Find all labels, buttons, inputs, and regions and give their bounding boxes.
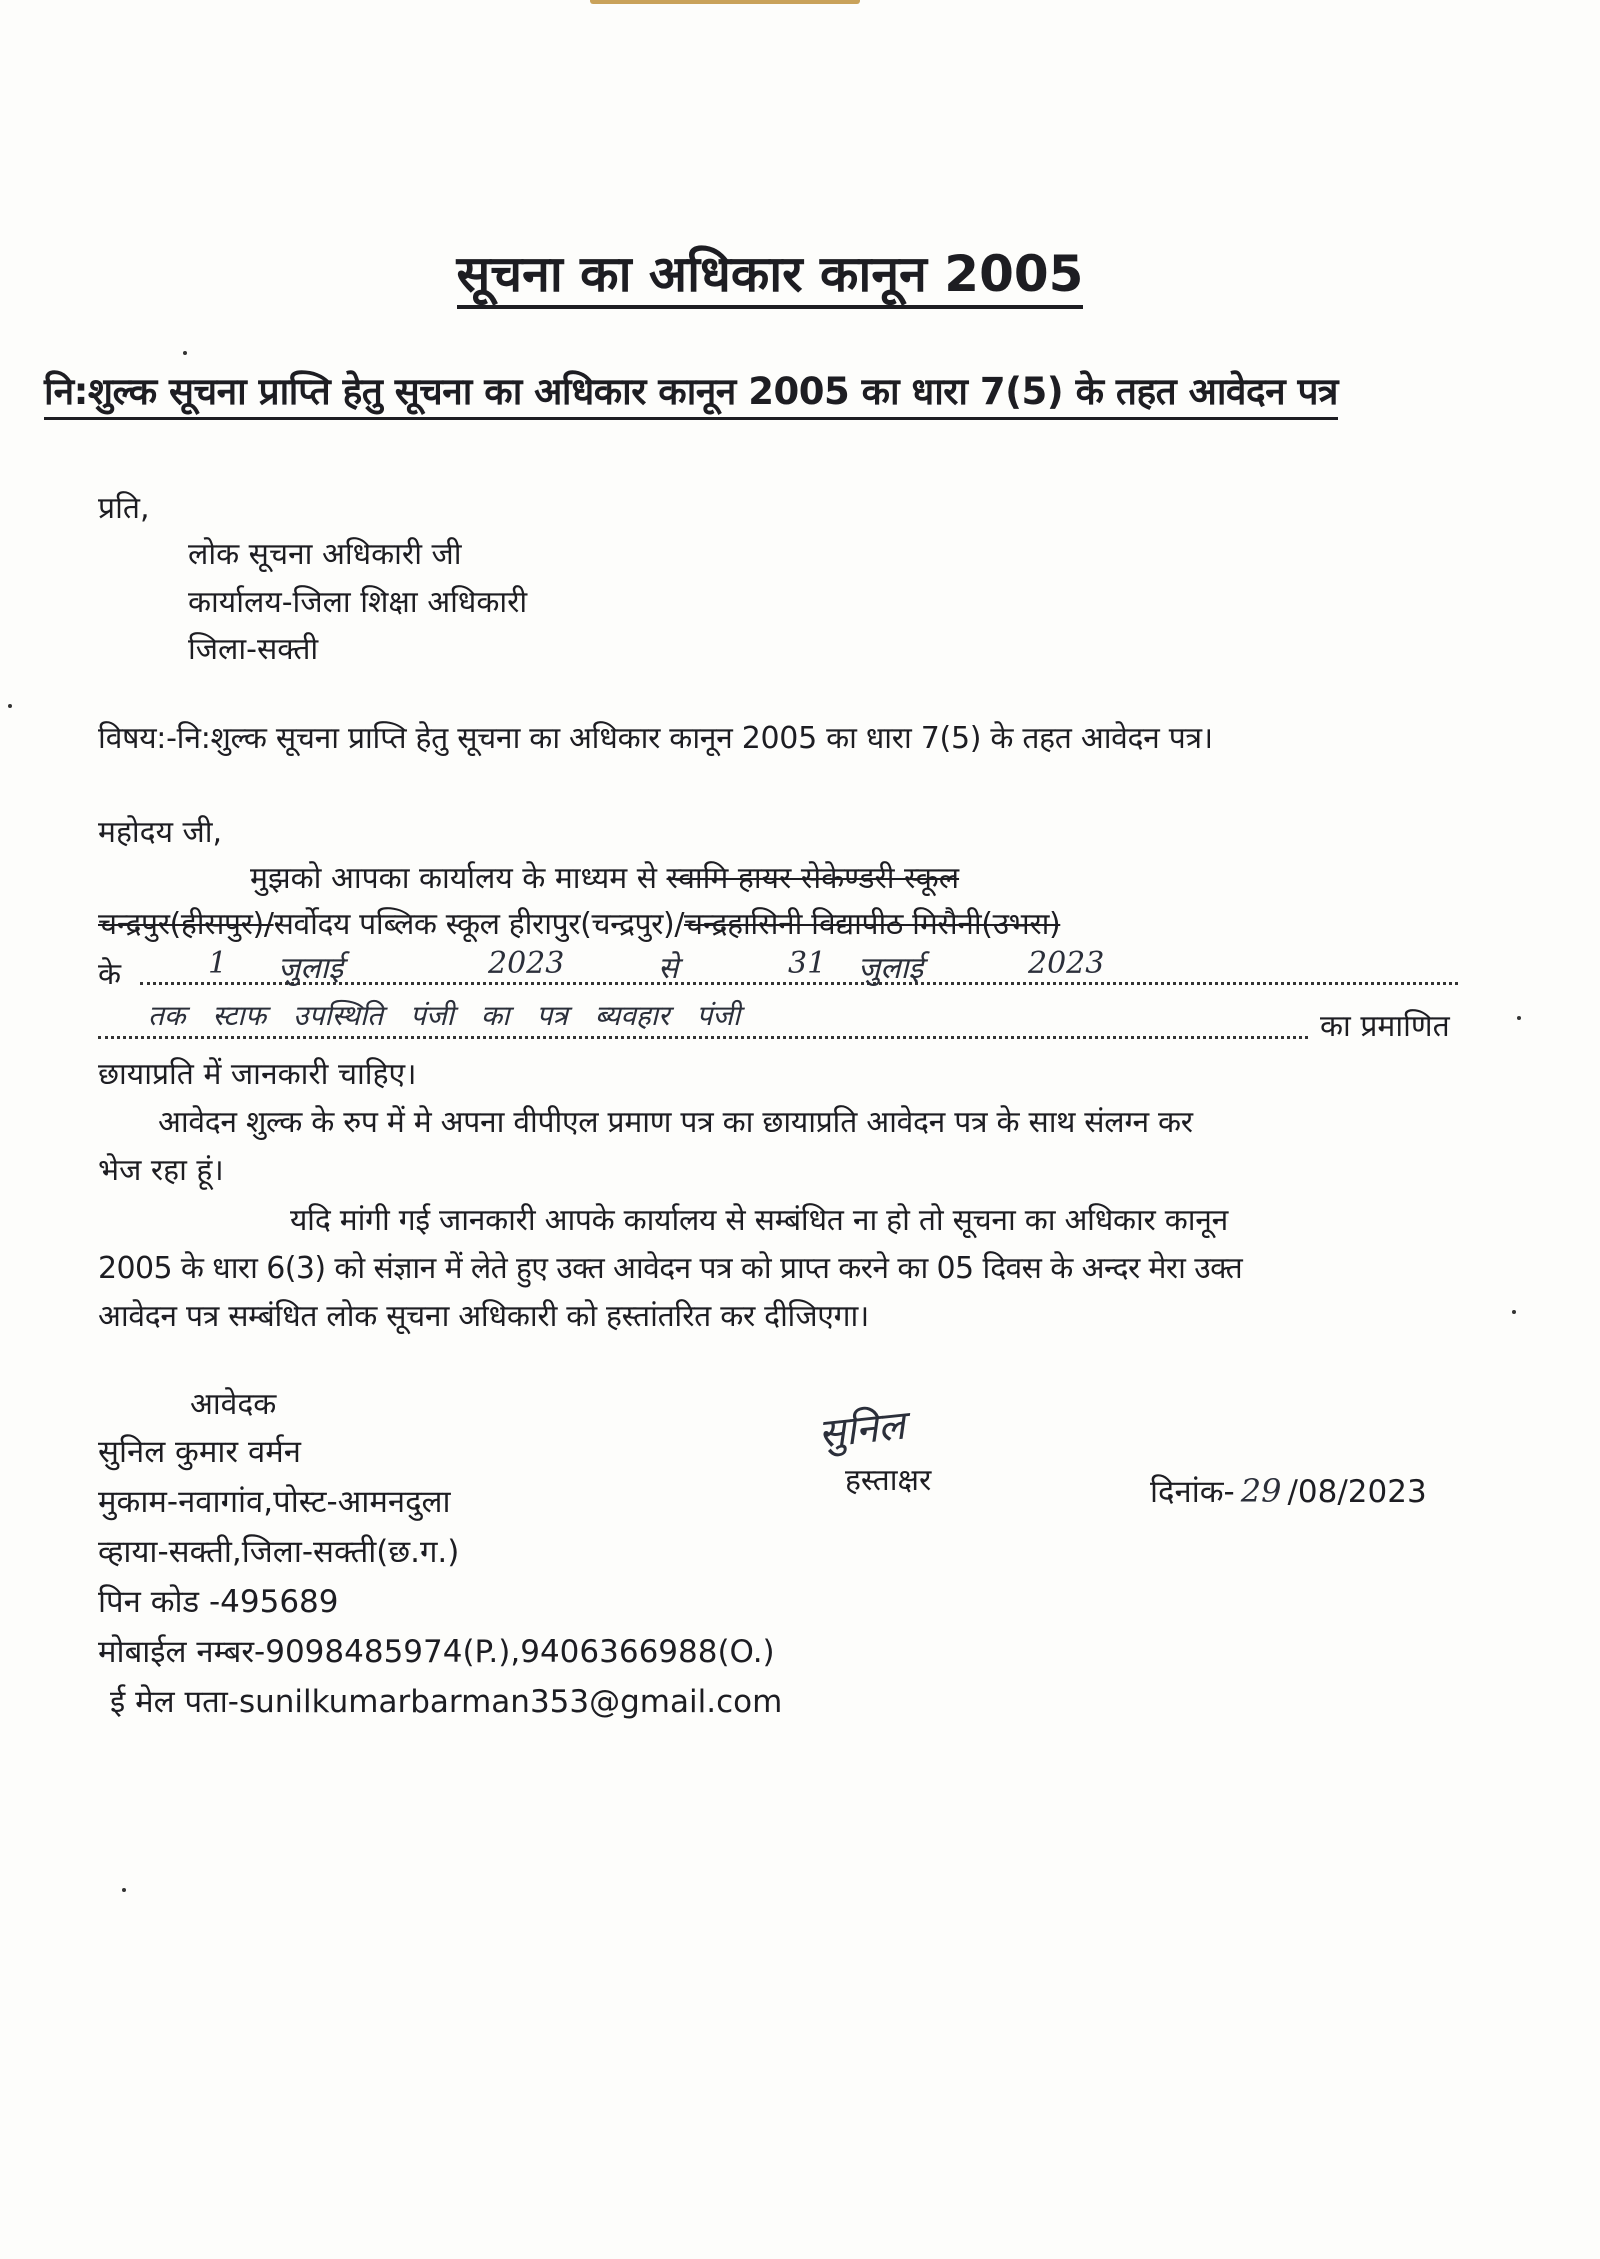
recipient-line-2: कार्यालय-जिला शिक्षा अधिकारी [188, 585, 528, 620]
document-title: सूचना का अधिकार कानून 2005 [0, 238, 1600, 306]
applicant-pin: पिन कोड -495689 [98, 1584, 339, 1620]
para-2-line-1: आवेदन शुल्क के रुप में मे अपना वीपीएल प्रमाण पत्र का छायाप्रति आवेदन पत्र के साथ संलग्न कर [158, 1105, 1193, 1140]
struck-school-3: चन्द्रहासिनी विद्यापीठ मिसैनी(उभरा) [684, 907, 1061, 942]
para-3-line-3: आवेदन पत्र सम्बंधित लोक सूचना अधिकारी को हस्तांतरित कर दीजिएगा। [98, 1299, 869, 1334]
applicant-mobile: मोबाईल नम्बर-9098485974(P.),9406366988(O.) [98, 1634, 775, 1670]
fill-in-dots-2 [98, 1036, 1308, 1039]
struck-school-1: स्वामि हायर सेकेण्डरी स्कूल [666, 861, 960, 896]
hand-from-year: 2023 [488, 946, 565, 981]
hand-se: से [658, 951, 679, 986]
date-line [1150, 1470, 1427, 1512]
paper-speck [1517, 1016, 1521, 1020]
paper-speck [8, 704, 12, 708]
page-edge-mark [590, 0, 860, 4]
hand-to-month: जुलाई [858, 951, 924, 986]
hand-to-day: 31 [788, 946, 827, 981]
recipient-to: प्रति, [98, 491, 150, 526]
para-3-line-2: 2005 के धारा 6(3) को संज्ञान में लेते हुए उक्त आवेदन पत्र को प्राप्त करने का 05 दिवस के अन्दर मेरा उक्त [98, 1251, 1243, 1286]
body-line-1 [250, 856, 959, 897]
date-rest: /08/2023 [1287, 1474, 1427, 1510]
hand-to-year: 2023 [1028, 946, 1105, 981]
body-line-5: छायाप्रति में जानकारी चाहिए। [98, 1057, 417, 1092]
body-line-3-prefix: के [98, 957, 122, 992]
recipient-line-3: जिला-सक्ती [188, 632, 319, 667]
signature-label: हस्ताक्षर [845, 1463, 932, 1498]
body-line-1-prefix: मुझको आपका कार्यालय के माध्यम से [250, 861, 657, 896]
paper-speck [183, 351, 187, 355]
paper-speck [1512, 1310, 1516, 1314]
para-2-line-2: भेज रहा हूं। [98, 1153, 224, 1188]
hand-from-day: 1 [208, 946, 228, 981]
para-3-line-1: यदि मांगी गई जानकारी आपके कार्यालय से सम्बंधित ना हो तो सूचना का अधिकार कानून [290, 1203, 1228, 1238]
hand-records-requested: तक स्टाफ उपस्थिति पंजी का पत्र ब्यवहार पंजी [148, 999, 741, 1032]
signature-handwritten: सुनिल [816, 1402, 908, 1458]
applicant-address-2: व्हाया-सक्ती,जिला-सक्ती(छ.ग.) [98, 1534, 460, 1570]
paper-speck [122, 1888, 126, 1892]
subject-line: विषय:-नि:शुल्क सूचना प्राप्ति हेतु सूचना का अधिकार कानून 2005 का धारा 7(5) के तहत आवेदन पत्र। [98, 721, 1213, 756]
body-line-3 [98, 946, 1458, 993]
body-line-2 [98, 902, 1060, 943]
applicant-address-1: मुकाम-नवागांव,पोस्ट-आमनदुला [98, 1484, 451, 1520]
applicant-name: सुनिल कुमार वर्मन [98, 1434, 301, 1470]
struck-school-2: चन्द्रपुर(हीसपुर)/ [98, 907, 274, 942]
salutation: महोदय जी, [98, 815, 223, 850]
date-prefix: दिनांक- [1150, 1474, 1235, 1510]
recipient-line-1: लोक सूचना अधिकारी जी [188, 537, 462, 572]
body-line-4-suffix: का प्रमाणित [1320, 1009, 1450, 1044]
hand-from-month: जुलाई [278, 951, 344, 986]
document-subtitle: नि:शुल्क सूचना प्राप्ति हेतु सूचना का अधिकार कानून 2005 का धारा 7(5) के तहत आवेदन पत्र [44, 364, 1338, 420]
date-hand-day: 29 [1240, 1472, 1282, 1510]
applicant-label: आवेदक [190, 1387, 277, 1422]
applicant-email: ई मेल पता-sunilkumarbarman353@gmail.com [110, 1684, 783, 1720]
selected-school: सर्वोदय पब्लिक स्कूल हीरापुर(चन्द्रपुर)/ [273, 907, 685, 942]
